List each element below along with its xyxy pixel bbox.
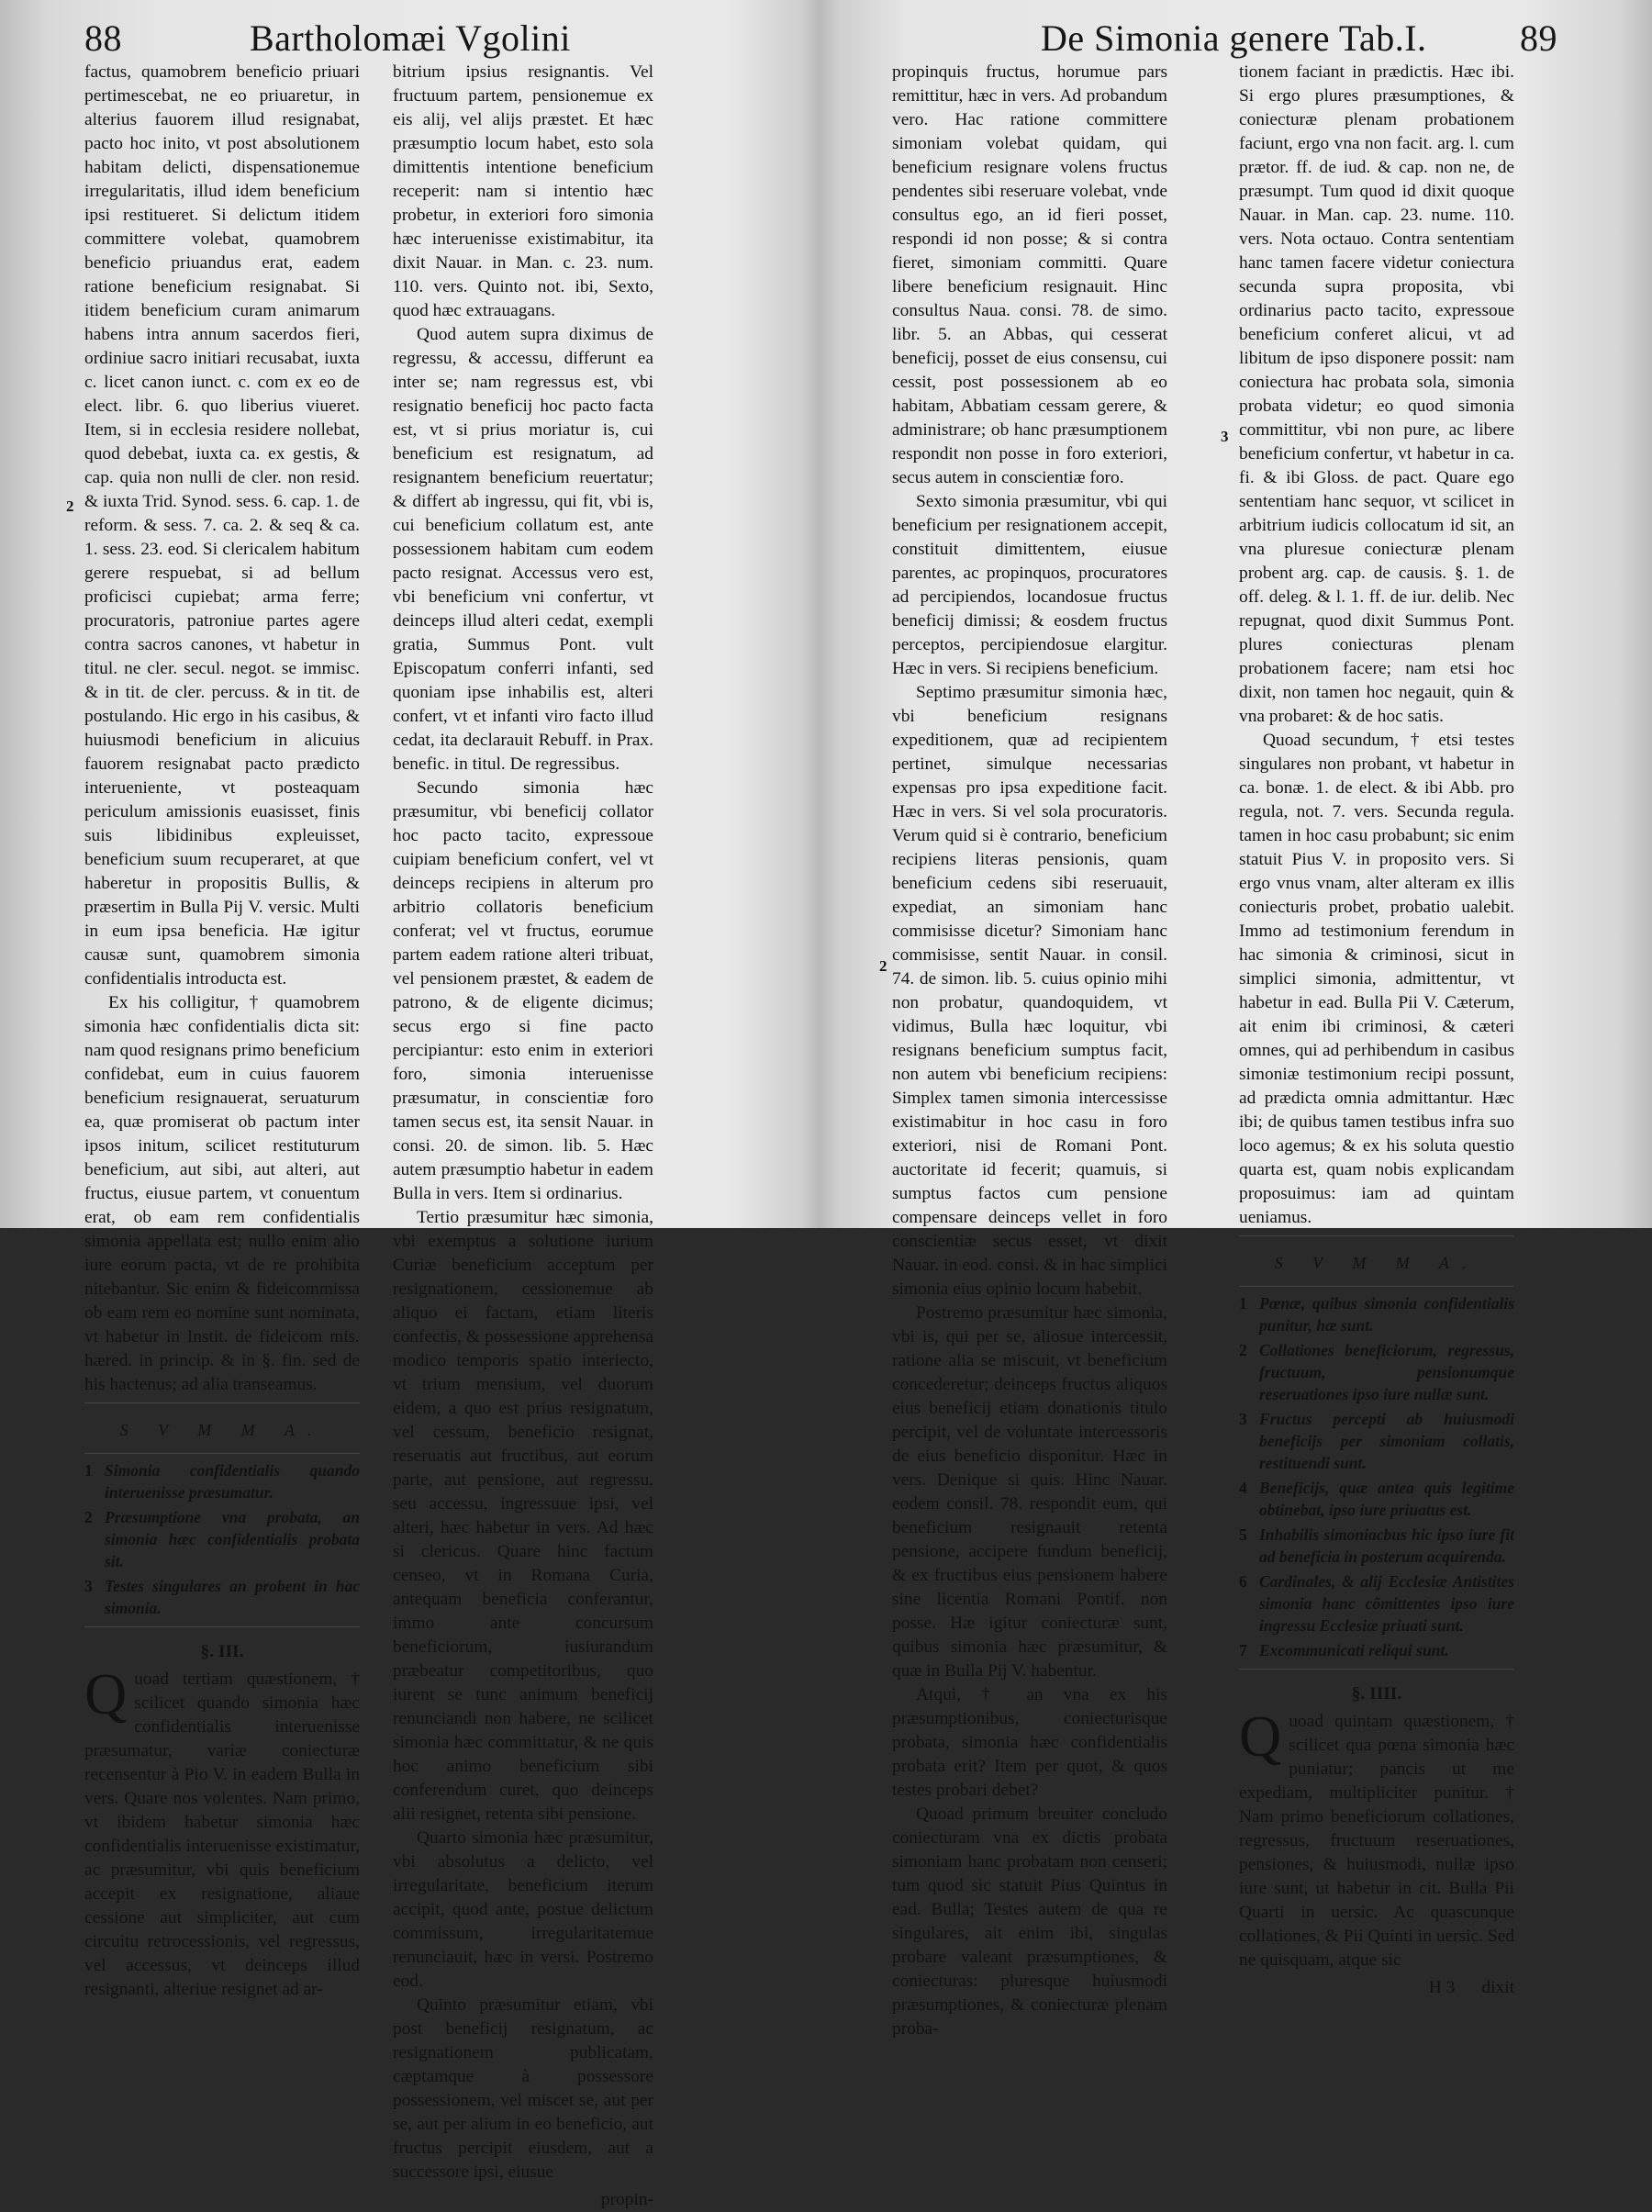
paragraph: propinquis fructus, horumue pars remittitur, hæc in vers. Ad probandum vero. Hac ratione committere simoniam volebat quidam, qui beneficium resignare volens fructus pendentes sibi reseruare volebat, vnde consultus ego, an id fieri posset, respondi id non posse; & si contra fieret, simoniam committi. Quare libere beneficium resignauit. Hinc consultus Naua. consi. 78. de simo. libr. 5. an Abbas, qui cesserat beneficij, posset de eius consensu, cui cessit, post possessionem ab eo habitam, Abbatiam cessam gerere, & administrare; ob hanc præsumptionem respondit non posse in foro exteriori, secus autem in conscientiæ foro. <box>892 62 1167 487</box>
paragraph: tionem faciant in prædictis. Hæc ibi. Si ergo plures præsumptiones, & coniecturæ plenam probationem faciunt, ergo vna non facit. arg. l. cum prætor. ff. de iud. & cap. non ne, de præsumpt. Tum quod id dixit quoque Nauar. in Man. cap. 23. nume. 110. vers. Nota octauo. Contra sententiam hanc tamen facere videtur coniectura secunda supra proposita, vbi ordinarius pacto tacito, expressoue beneficium conferet alicui, vt ad libitum de ipso disponere possit: nam coniectura hac probata sola, simonia probata videtur; eo quod simonia committitur, vbi non pure, ac libere beneficium confertur, vt habetur in ca. fi. & ibi Gloss. de pact. Quare ego sententiam hanc sequor, vt scilicet in arbitrium iudicis collocatum id sit, an vna pluresue coniecturæ plenam probent arg. cap. de causis. §. 1. de off. deleg. & l. 1. ff. de iur. delib. Nec repugnat, quod dixit Summus Pont. plures coniecturas plenam probationem facere; nam etsi hoc dixit, non tamen hoc negauit, quin & vna probaret: & de hoc satis. <box>1239 62 1514 726</box>
paragraph: Septimo præsumitur simonia hæc, vbi beneficium resignans expeditionem, quæ ad recipientem pertinet, simulque necessarias expensas pro ipsa expeditione facit. Hæc in vers. Si vel sola procuratoris. Verum quid si è contrario, beneficium recipiens literas pensionis, quam beneficium cedens sibi reseruauit, expediat, an simoniam hanc commisisse dicetur? Simoniam hanc commisisse, sentit Nauar. in consil. 74. de simon. lib. 5. cuius opinio mihi non probatur, quandoquidem, vt vidimus, Bulla hæc loquitur, vbi resignans beneficium sumptus facit, non autem vbi beneficium recipiens: Simplex tamen simonia intercessisse existimabitur in hoc casu in foro exteriori, nisi de Romani Pont. auctoritate id fecerit; quamuis, si sumptus factos cum pensione compensare deinceps vellet in foro conscientiæ secus esset, vt dixit Nauar. in eod. consi. & in hac simplici simonia eius opinio locum habebit. <box>892 683 1167 1299</box>
page-number-left: 88 <box>84 17 122 59</box>
paragraph: Quarto simonia hæc præsumitur, vbi absolutus a delicto, vel irregularitate, beneficium iterum accipit, quod ante, postue delictum commissum, irregularitatemue renunciauit, hæc in versi. Postremo eod. <box>393 1828 653 1991</box>
summa-item: 7 Excommunicati reliqui sunt. <box>1239 1641 1449 1659</box>
summa-item: 4 Beneficijs, quæ antea quis legitime obtinebat, ipso iure priuatus est. <box>1239 1479 1514 1519</box>
margin-number-2-left: 2 <box>66 497 74 515</box>
margin-number-3-right: 3 <box>1221 428 1229 445</box>
divider <box>1239 1235 1514 1236</box>
summa-item: 2 Præsumptione vna probata, an simonia hæc confidentialis probata sit. <box>84 1508 360 1570</box>
summa-item: 3 Testes singulares an probent in hac simonia. <box>84 1577 360 1617</box>
right-column-1 <box>892 61 1167 2041</box>
catchword: propin- <box>600 2190 653 2209</box>
paragraph: Sexto simonia præsumitur, vbi qui beneficium per resignationem accepit, constituit dimittentem, eiusue parentes, ac propinquos, procuratores ad percipiendos, locandosue fructus beneficij dimissi; & eosdem fructus perceptos, percipiendosue elargitur. Hæc in vers. Si recipiens beneficium. <box>892 492 1167 678</box>
divider <box>84 1626 360 1627</box>
drop-cap: Q <box>84 1661 128 1726</box>
paragraph: Quoad primum breuiter concludo coniecturam vna ex dictis probata simoniam hanc probatam non censeri; tum quod sic statuit Pius Quintus in ead. Bulla; Testes autem de qua re singulares, ait enim ibi, singulas probare valeant præsumptiones, & coniecturas: pluresque huiusmodi præsumptiones, & coniecturæ plenam proba- <box>892 1804 1167 2039</box>
summa-item: 1 Simonia confidentialis quando interuenisse præsumatur. <box>84 1461 360 1502</box>
paragraph: Tertio præsumitur hæc simonia, vbi exemptus a solutione iurium Curiæ beneficium acceptum per resignationem, cessionemue ab aliquo ei factam, etiam literis confectis, & possessione apprehensa modico temporis spatio interiecto, vt trium mensium, vel duorum eidem, a quo est prius resignatum, vel cessum, beneficio resignat, reseruatis aut fructibus, aut eorum parte, aut pensione, aut regressu, seu accessu, ingressuue ipsi, vel alteri, hæc habetur in vers. Ad hæc si clericus. Quare hinc factum censeo, vt in Romana Curia, antequam beneficia conferantur, immo ante concursum beneficiorum, iusiurandum præbeatur competitoribus, quo iurent se tunc animum beneficij renunciandi non habere, ne scilicet simonia hæc committatur, & ne quis hoc animo beneficium sibi conferendum curet, quo deinceps alii resignet, retenta sibi pensione. <box>393 1208 653 1824</box>
paragraph: Quoad secundum, † etsi testes singulares non probant, vt habetur in ca. bonæ. 1. de elect. & ibi Abb. pro regula, not. 7. vers. Secunda regula. tamen in hoc casu probabunt; sic enim statuit Pius V. in proposito vers. Si ergo vnus vnam, alter alteram ex illis coniecturis probet, probatio ualebit. Immo ad testimonium ferendum in hac simonia & criminosi, sicut in simplici simonia, admittentur, vt habetur in ead. Bulla Pii V. Cæterum, ait enim ibi criminosi, & cæteri omnes, qui ad perhibendum in casibus simoniæ testimonium recipi possunt, ad prædicta omnia admittantur. Hæc ibi; de quibus tamen testibus infra suo loco agemus; & ex his soluta questio quarta est, quam nobis explicandam proposuimus: iam ad quintam ueniamus. <box>1239 731 1514 1227</box>
paragraph: Quod autem supra diximus de regressu, & accessu, differunt ea inter se; nam regressus est, vbi resignatio beneficij hoc pacto facta est, vt si prius moriatur is, cui beneficium est resignatum, ad resignantem beneficium reuertatur; & differt ab ingressu, qui fit, vbi is, cui beneficium collatum est, ante possessionem habitam cum eodem pacto resignat. Accessus vero est, vbi beneficium vni confertur, vt deinceps illud alteri cedat, exempli gratia, Summus Pont. vult Episcopatum conferri infanti, sed quoniam ipse inhabilis est, alteri confert, vt et infanti viro facto illud cedat, ita declarauit Rebuff. in Prax. benefic. in titul. De regressibus. <box>393 325 653 774</box>
paragraph: Atqui, † an vna ex his præsumptionibus, coniecturisque probata, simonia hæc confidentialis probata erit? Item per quot, & quos testes probari debet? <box>892 1685 1167 1800</box>
summa-heading: S V M M A. <box>1274 1254 1479 1272</box>
margin-number-2-right: 2 <box>879 957 887 975</box>
paragraph: Ex his colligitur, † quamobrem simonia hæc confidentialis dicta sit: nam quod resignans primo beneficium confidebat, eum in cuius fauorem beneficium resignauerat, seruaturum ea, quæ promiserat ob pactum inter ipsos initum, scilicet restituturum beneficium, aut sibi, aut alteri, aut fructus, eiusue partem, vt conuentum erat, ob eam rem confidentialis simonia appellata est; nullo enim alio iure eorum pacta, vt de re prohibita nitebantur. Sic enim & fideicommissa ob eam rem eo nomine sunt nominata, vt habetur in Instit. de fideicom mis. hæred. in princip. & in §. fin. sed de his hactenus; ad alia transeamus. <box>84 993 360 1394</box>
catchword: dixit <box>1481 1978 1514 1997</box>
right-page <box>817 0 1652 2039</box>
paragraph: factus, quamobrem beneficio priuari pertimescebat, ne eo priuaretur, in alterius fauorem illud resignabat, pacto hoc inito, vt post absolutionem habitam delicti, dispensationemue irregularitatis, illud idem beneficium ipsi restitueret. Si delictum itidem committere volebat, quamobrem beneficio priuandus erat, eadem ratione beneficium resignabat. Si itidem beneficium curam animarum habens intra annum sacerdos fieri, ordiniue sacro initiari recusabat, iuxta c. licet canon iunct. c. com ex eo de elect. libr. 6. quo liberius viueret. Item, si in ecclesia residere nollebat, quod debebat, iuxta ca. ex gestis, & cap. quia non nulli de cler. non resid. & iuxta Trid. Synod. sess. 6. cap. 1. de reform. & sess. 7. ca. 2. & seq & ca. 1. sess. 23. eod. Si clericalem habitum gerere respuebat, si ad bellum proficisci cupiebat; arma ferre; procuratoris, patroniue partes agere contra sacros canones, vt habetur in titul. ne cler. secul. negot. se immisc. & in tit. de cler. percuss. & in tit. de postulando. Hic ergo in his casibus, & huiusmodi beneficium in alicuius fauorem resignabat pacto prædicto interueniente, vt posteaquam periculum amissionis euasisset, finis suis libidinibus expleuisset, beneficium suum recuperaret, at que haberetur in propositis Bullis, & præsertim in Bulla Pij V. versic. Multi in eum ipsa beneficia. Hæ igitur causæ sunt, quamobrem simonia confidentialis introducta est. <box>84 62 360 989</box>
divider <box>84 1402 360 1403</box>
summa-list <box>84 1459 360 1619</box>
summa-item: 1 Pœnæ, quibus simonia confidentialis punitur, hæ sunt. <box>1239 1294 1514 1335</box>
paragraph: bitrium ipsius resignantis. Vel fructuum partem, pensionemue ex eis alij, vel alijs præstet. Et hæc præsumptio locum habet, esto sola dimittentis intentione beneficium receperit: nam si intentio hæc probetur, in exteriori foro simonia hæc interuenisse existimabitur, ita dixit Nauar. in Man. c. 23. num. 110. vers. Quinto not. ibi, Sexto, quod hæc extrauagans. <box>393 62 653 320</box>
divider <box>1239 1669 1514 1670</box>
page-number-right: 89 <box>1520 17 1557 59</box>
summa-item: 2 Collationes beneficiorum, regressus, fructuum, pensionumque reseruationes ipso iure nullæ sunt. <box>1239 1341 1514 1403</box>
section-heading: §. III. <box>200 1642 244 1661</box>
paragraph: Quinto præsumitur etiam, vbi post beneficij resignatum, ac resignationem publicatam, cæptamque à possessore possessionem, vel miscet se, aut per se, aut per alium in eo beneficio, aut fructus percipit eiusdem, aut a successore ipsi, eiusue <box>393 1995 653 2182</box>
signature-and-catchword <box>1239 1976 1514 2000</box>
divider <box>84 1453 360 1454</box>
section-paragraph: Quoad tertiam quæstionem, † scilicet quando simonia hæc confidentialis interuenisse præsumatur, variæ coniecturæ recensentur à Pio V. in eadem Bulla in vers. Quare nos volentes. Nam primo, vt ibidem habetur simonia hæc confidentialis interuenisse existimatur, ac præsumitur, vbi quis beneficium accepit ex resignatione, aliaue cessione aut simpliciter, aut cum circuitu retrocessionis, vel regressus, vel accessus, vt deinceps illud resignanti, alteriue resignet ad ar- <box>84 1661 360 1999</box>
right-column-2 <box>1239 61 1514 2000</box>
running-head-right: De Simonia genere Tab.I. <box>1041 17 1427 59</box>
section-heading: §. IIII. <box>1351 1684 1402 1704</box>
drop-cap: Q <box>1239 1704 1282 1769</box>
paragraph: Postremo præsumitur hæc simonia, vbi is, qui per se, aliosue intercessit, ratione alia se miscuit, vt beneficium concederetur; deinceps fructus aliquos eius beneficij etiam donationis titulo percipit, vel de voluntate intercessoris de eius beneficio disponitur. Hæc in vers. Denique si quis. Hinc Nauar. eodem consil. 78. respondit eum, qui beneficium resignauit retenta pensione, accipere fundum beneficij, & ex fructibus eius pensionem habere sine licentia Romani Pontif. non posse. Hæ igitur coniecturæ sunt, quibus simonia hæc præsumitur, & quæ in Bulla Pij V. habentur. <box>892 1303 1167 1681</box>
running-head-left: Bartholomæi Vgolini <box>250 17 571 59</box>
section-paragraph: Quoad quintam quæstionem, † scilicet qua pœna simonia hæc puniatur; pancis ut me expediam, multipliciter punitur. † Nam primo beneficiorum collationes, regressus, fructuum reseruationes, pensiones, & huiusmodi, nullæ ipso iure sunt, ut habetur in cit. Bulla Pii Quarti in uersic. Ac quascunque collationes, & Pii Quinti in uersic. Sed ne quisquam, atque sic <box>1239 1704 1514 1970</box>
summa-item: 5 Inhabilis simoniacbus hic ipso iure fit ad beneficia in posterum acquirenda. <box>1239 1525 1514 1566</box>
divider <box>1239 1286 1514 1287</box>
left-page <box>0 0 815 2209</box>
left-column-1 <box>84 61 360 2002</box>
signature-mark: H 3 <box>1428 1978 1456 1997</box>
summa-item: 3 Fructus percepti ab huiusmodi beneficijs per simoniam collatis, restituendi sunt. <box>1239 1410 1514 1472</box>
paragraph: Secundo simonia hæc præsumitur, vbi beneficij collator hoc pacto tacito, expressoue cuipiam beneficium confert, vel vt deinceps recipiens in alterum pro arbitrio collatoris beneficium conferat; vel vt fructus, eorumue partem eadem ratione alteri tribuat, vel pensionem præstet, & eadem de patrono, & de eligente dicimus; secus ergo si fine pacto percipiantur: esto enim in exteriori foro, simonia interuenisse præsumatur, in conscientiæ foro tamen secus est, ita sensit Nauar. in consi. 20. de simon. lib. 5. Hæc autem præsumptio habetur in eadem Bulla in vers. Item si ordinarius. <box>393 778 653 1203</box>
summa-heading: S V M M A. <box>119 1421 325 1439</box>
summa-list <box>1239 1292 1514 1661</box>
left-column-2 <box>393 61 653 2212</box>
summa-item: 6 Cardinales, & alij Ecclesiæ Antistites simonia hanc cõmittentes ipso iure ingressu Ecclesiæ priuati sunt. <box>1239 1572 1514 1635</box>
